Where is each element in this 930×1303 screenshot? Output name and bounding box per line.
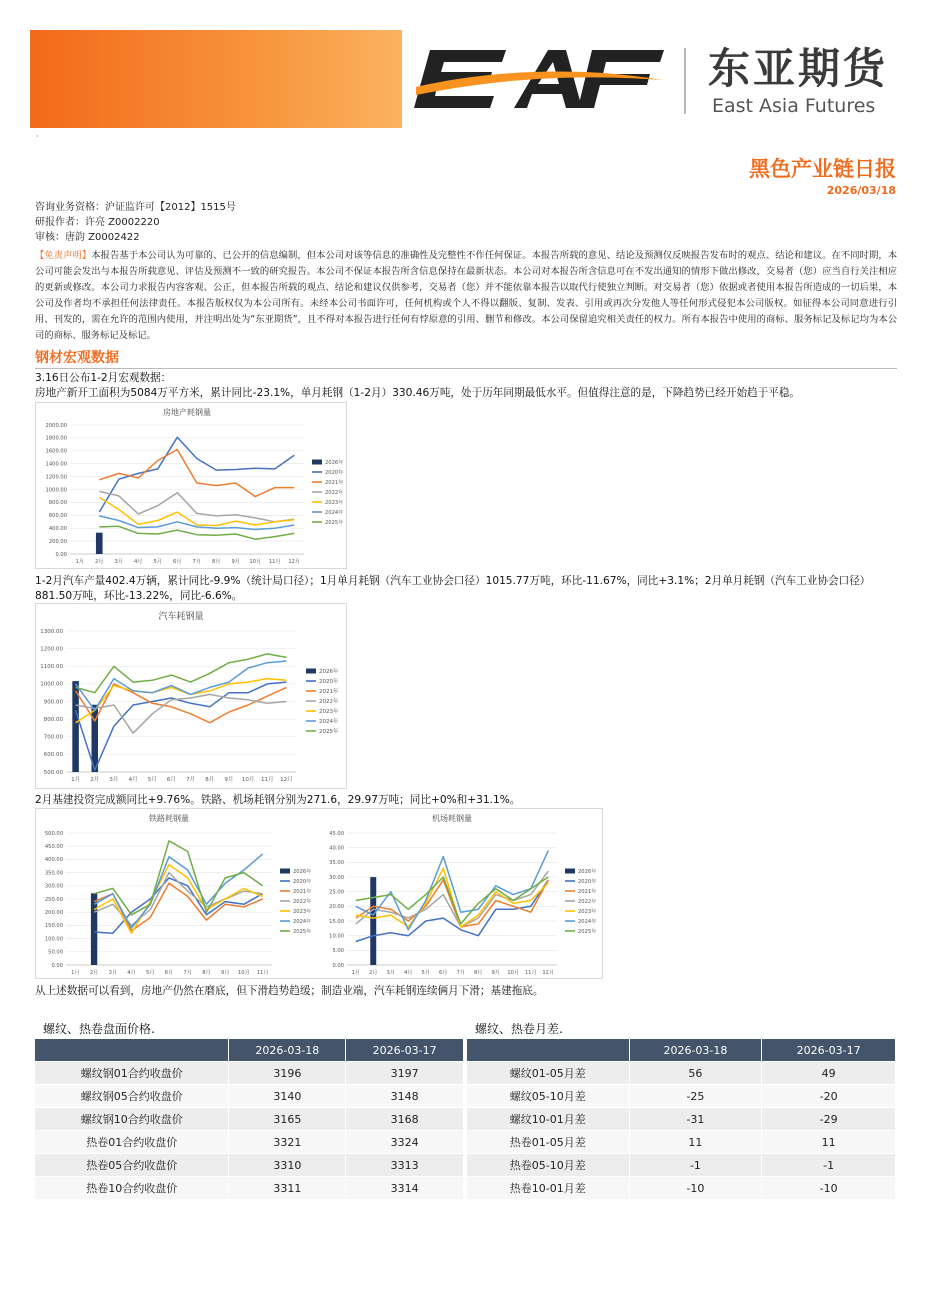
table-cell: 螺纹钢01合约收盘价	[35, 1062, 229, 1085]
legend-label: 2023年	[578, 909, 597, 915]
y-tick-label: 800.00	[43, 716, 63, 723]
section-title: 钢材宏观数据	[35, 350, 119, 366]
y-tick-label: 0.00	[51, 962, 63, 969]
legend-swatch	[306, 669, 316, 674]
x-tick-label: 5月	[153, 559, 162, 565]
x-tick-label: 8月	[212, 559, 221, 565]
series-line	[356, 880, 549, 927]
summary-paragraph: 从上述数据可以看到，房地产仍然在磨底，但下滑趋势趋缓；制造业端，汽车耗钢连续俩月下滑；基建拖底。	[35, 985, 544, 997]
table-cell: 螺纹05-10月差	[467, 1085, 630, 1108]
x-tick-label: 7月	[192, 559, 201, 565]
table-row	[467, 1108, 896, 1131]
legend-swatch	[565, 869, 575, 874]
y-tick-label: 1800.00	[45, 435, 67, 442]
chart-auto-svg	[36, 604, 346, 788]
y-tick-label: 450.00	[44, 844, 63, 850]
chart-auto-steel	[35, 603, 347, 789]
infra-paragraph: 2月基建投资完成额同比+9.76%。铁路、机场耗钢分别为271.6，29.97万吨；同比+0%和+31.1%。	[35, 794, 521, 806]
x-tick-label: 1月	[71, 970, 80, 976]
y-tick-label: 20.00	[329, 904, 344, 911]
table-cell: 螺纹钢05合约收盘价	[35, 1085, 229, 1108]
table-cell: 螺纹钢10合约收盘价	[35, 1108, 229, 1131]
legend-label: 2022年	[293, 899, 312, 905]
table-header-row	[467, 1039, 896, 1062]
price-table	[34, 1038, 464, 1200]
x-tick-label: 6月	[164, 970, 174, 976]
table-row	[467, 1085, 896, 1108]
y-tick-label: 300.00	[44, 883, 63, 890]
table-cell: 3140	[229, 1085, 346, 1108]
table-row	[467, 1131, 896, 1154]
x-tick-label: 10月	[249, 559, 262, 565]
brand-name-cn: 东亚期货	[708, 44, 889, 93]
spread-table	[466, 1038, 896, 1200]
legend-label: 2026年	[325, 460, 344, 466]
y-tick-label: 1200.00	[45, 474, 67, 481]
legend-label: 2024年	[578, 919, 597, 925]
table-cell: 3165	[229, 1108, 346, 1131]
auto-paragraph: 1-2月汽车产量402.4万辆，累计同比-9.9%（统计局口径）；1月单月耗钢（汽车工业协会口径）1015.77万吨，环比-11.67%，同比+3.1%；2月单月耗钢（汽车工业协会口径）881.50万吨，环比-13.22%，同比-6.6%。	[35, 575, 871, 602]
table-cell: 3168	[346, 1108, 464, 1131]
legend-label: 2026年	[319, 669, 339, 675]
legend-label: 2021年	[325, 480, 344, 486]
legend-label: 2023年	[319, 709, 339, 715]
y-tick-label: 500.00	[44, 830, 63, 837]
bar-2026	[96, 533, 103, 554]
y-tick-label: 10.00	[329, 933, 344, 940]
license-info: 咨询业务资格：沪证监许可【2012】1515号	[35, 202, 236, 213]
x-tick-label: 12月	[542, 970, 555, 976]
y-tick-label: 1000.00	[40, 681, 63, 688]
chart-infra-group	[35, 808, 603, 979]
x-tick-label: 4月	[128, 777, 138, 783]
table-cell: 热卷05-10月差	[467, 1154, 630, 1177]
table-cell: 3313	[346, 1154, 464, 1177]
disclaimer-tag: 【免责声明】	[35, 250, 92, 261]
table-row	[467, 1062, 896, 1085]
column-header: 2026-03-17	[762, 1039, 896, 1062]
x-tick-label: 5月	[147, 777, 157, 783]
x-tick-label: 10月	[507, 970, 520, 976]
table-cell: -20	[762, 1085, 896, 1108]
property-paragraph: 房地产新开工面积为5084万平方米，累计同比-23.1%，单月耗钢（1-2月）330.46万吨，处于历年同期最低水平。但值得注意的是，下降趋势已经开始趋于平稳。	[35, 387, 801, 399]
x-tick-label: 12月	[288, 559, 301, 565]
x-tick-label: 2月	[89, 970, 99, 976]
y-tick-label: 100.00	[44, 936, 63, 943]
legend-label: 2025年	[325, 520, 344, 526]
table-cell: -29	[762, 1108, 896, 1131]
y-tick-label: 900.00	[43, 699, 63, 706]
y-tick-label: 0.00	[55, 551, 67, 558]
legend-label: 2024年	[293, 919, 312, 925]
legend-label: 2022年	[319, 699, 339, 705]
y-tick-label: 1100.00	[40, 664, 63, 671]
y-tick-label: 250.00	[44, 896, 63, 903]
table-cell: -1	[629, 1154, 762, 1177]
x-tick-label: 9月	[224, 777, 234, 783]
chart-property-svg	[36, 403, 346, 568]
y-tick-label: 25.00	[329, 889, 344, 896]
legend-label: 2021年	[578, 889, 597, 895]
table-row	[467, 1177, 896, 1200]
legend-swatch	[280, 869, 290, 874]
x-tick-label: 7月	[183, 970, 192, 976]
series-line	[94, 854, 263, 928]
legend-label: 2025年	[578, 929, 597, 935]
x-tick-label: 6月	[439, 970, 448, 976]
x-tick-label: 10月	[241, 777, 255, 783]
table-cell: 螺纹10-01月差	[467, 1108, 630, 1131]
y-tick-label: 5.00	[332, 948, 344, 955]
table-cell: 热卷10合约收盘价	[35, 1177, 229, 1200]
y-tick-label: 400.00	[48, 526, 67, 532]
y-tick-label: 35.00	[329, 860, 344, 867]
x-tick-label: 2月	[95, 559, 104, 565]
table-cell: 49	[762, 1062, 896, 1085]
legend-label: 2026年	[578, 869, 597, 875]
eaf-logo-icon	[410, 44, 666, 116]
intro-text: 3.16日公布1-2月宏观数据：	[35, 372, 172, 384]
column-header	[467, 1039, 630, 1062]
y-tick-label: 0.00	[332, 962, 344, 969]
table-cell: 3314	[346, 1177, 464, 1200]
y-tick-label: 400.00	[44, 857, 63, 864]
x-tick-label: 2月	[90, 777, 100, 783]
x-tick-label: 5月	[421, 970, 430, 976]
price-table-caption: 螺纹、热卷盘面价格.	[43, 1022, 155, 1036]
y-tick-label: 15.00	[329, 918, 344, 925]
y-tick-label: 200.00	[44, 910, 63, 916]
y-tick-label: 1600.00	[45, 448, 67, 455]
x-tick-label: 9月	[491, 970, 500, 976]
legend-label: 2023年	[293, 909, 312, 915]
x-tick-label: 8月	[205, 777, 215, 783]
legend-label: 2023年	[325, 500, 344, 506]
x-tick-label: 3月	[108, 970, 118, 976]
table-row	[35, 1062, 464, 1085]
x-tick-label: 4月	[134, 559, 143, 565]
disclaimer-text: 本报告基于本公司认为可靠的、已公开的信息编制，但本公司对该等信息的准确性及完整性不作任何保证。本报告所载的意见、结论及预测仅反映报告发布时的观点、结论和建议。在不同时期，本公司可能会发出与本报告所载意见、评估及预测不一致的研究报告。本公司不保证本报告所含信息保持在最新状态。本公司对本报告所含信息可在不发出通知的情形下做出修改，交易者（您）应当自行关注相应的更新或修改。本公司力求报告内容客观、公正，但本报告所载的观点、结论和建议仅供参考，交易者（您）并不能依靠本报告以取代行使独立判断。对交易者（您）依据或者使用本报告所造成的一切后果，本公司及作者均不承担任何法律责任。本报告版权仅为本公司所有。未经本公司书面许可，任何机构或个人不得以翻版、复制、发表、引用或再次分发他人等任何形式侵犯本公司版权。如征得本公司同意进行引用、刊发的，需在允许的范围内使用，并注明出处为“东亚期货”，且不得对本报告进行任何有悖原意的引用、删节和修改。本公司保留追究相关责任的权力。所有本报告中使用的商标、服务标记及标记均为本公司的商标、服务标记及标记。	[35, 250, 897, 341]
x-tick-label: 4月	[404, 970, 413, 976]
legend-label: 2024年	[325, 510, 344, 516]
table-cell: 3311	[229, 1177, 346, 1200]
legend-label: 2022年	[325, 490, 344, 496]
x-tick-label: 7月	[186, 777, 196, 783]
table-row	[35, 1108, 464, 1131]
x-tick-label: 1月	[75, 559, 84, 565]
x-tick-label: 4月	[127, 970, 136, 976]
chart-property-steel	[35, 402, 347, 569]
legend-label: 2024年	[319, 719, 339, 725]
table-header-row	[35, 1039, 464, 1062]
chart-airport-svg	[319, 809, 603, 978]
table-row	[35, 1177, 464, 1200]
table-cell: 热卷10-01月差	[467, 1177, 630, 1200]
spread-table-caption: 螺纹、热卷月差.	[475, 1022, 563, 1036]
x-tick-label: 10月	[238, 970, 250, 976]
table-cell: -31	[629, 1108, 762, 1131]
legend-label: 2022年	[578, 899, 597, 905]
table-cell: -10	[762, 1177, 896, 1200]
table-cell: 11	[629, 1131, 762, 1154]
y-tick-label: 40.00	[329, 845, 344, 852]
brand-name-en: East Asia Futures	[712, 95, 876, 117]
x-tick-label: 3月	[109, 777, 119, 783]
x-tick-label: 11月	[261, 777, 274, 783]
table-cell: 螺纹01-05月差	[467, 1062, 630, 1085]
disclaimer	[35, 248, 897, 344]
reviewer-info: 审核：唐韵 Z0002422	[35, 232, 140, 243]
y-tick-label: 500.00	[43, 769, 63, 776]
table-cell: 56	[629, 1062, 762, 1085]
table-cell: 11	[762, 1131, 896, 1154]
x-tick-label: 11月	[524, 970, 537, 976]
x-tick-label: 11月	[256, 970, 269, 976]
y-tick-label: 1300.00	[40, 628, 63, 635]
x-tick-label: 6月	[166, 777, 176, 783]
table-cell: 3324	[346, 1131, 464, 1154]
legend-label: 2020年	[293, 879, 312, 885]
x-tick-label: 1月	[71, 777, 81, 783]
y-tick-label: 50.00	[48, 949, 63, 956]
x-tick-label: 7月	[456, 970, 465, 976]
chart-title: 房地产耗钢量	[163, 408, 211, 417]
column-header: 2026-03-17	[346, 1039, 464, 1062]
chart-railway-svg	[36, 809, 318, 978]
legend-label: 2025年	[319, 729, 339, 735]
y-tick-label: 30.00	[329, 874, 344, 881]
y-tick-label: 600.00	[43, 752, 63, 759]
y-tick-label: 1200.00	[40, 646, 63, 653]
x-tick-label: 9月	[231, 559, 240, 565]
y-tick-label: 150.00	[44, 923, 63, 930]
x-tick-label: 11月	[268, 559, 281, 565]
legend-label: 2025年	[293, 929, 312, 935]
series-line	[76, 661, 287, 710]
report-date: 2026/03/18	[826, 184, 896, 197]
logo-divider	[684, 48, 686, 114]
x-tick-label: 3月	[114, 559, 123, 565]
header-dot: ·	[36, 132, 39, 141]
y-tick-label: 1000.00	[45, 487, 67, 494]
y-tick-label: 2000.00	[45, 422, 67, 429]
y-tick-label: 200.00	[48, 538, 67, 545]
table-row	[35, 1131, 464, 1154]
chart-title: 机场耗钢量	[432, 814, 472, 823]
y-tick-label: 45.00	[329, 830, 344, 837]
table-cell: 3148	[346, 1085, 464, 1108]
section-divider	[35, 368, 897, 369]
series-line	[99, 497, 294, 525]
legend-label: 2021年	[293, 889, 312, 895]
table-cell: -1	[762, 1154, 896, 1177]
legend-swatch	[312, 460, 322, 465]
x-tick-label: 6月	[173, 559, 182, 565]
x-tick-label: 2月	[369, 970, 378, 976]
bar-2026	[370, 877, 376, 965]
legend-label: 2026年	[293, 869, 312, 875]
table-cell: 3321	[229, 1131, 346, 1154]
y-tick-label: 700.00	[43, 734, 63, 741]
x-tick-label: 9月	[220, 970, 230, 976]
chart-title: 铁路耗钢量	[149, 814, 189, 823]
y-tick-label: 800.00	[48, 500, 67, 507]
series-line	[76, 654, 287, 693]
header-banner	[30, 30, 402, 128]
x-tick-label: 8月	[202, 970, 211, 976]
table-row	[467, 1154, 896, 1177]
table-cell: 热卷01-05月差	[467, 1131, 630, 1154]
column-header: 2026-03-18	[229, 1039, 346, 1062]
legend-label: 2020年	[578, 879, 597, 885]
table-cell: 热卷05合约收盘价	[35, 1154, 229, 1177]
y-tick-label: 350.00	[44, 870, 63, 877]
column-header: 2026-03-18	[629, 1039, 762, 1062]
table-cell: -25	[629, 1085, 762, 1108]
chart-title: 汽车耗钢量	[158, 612, 204, 622]
legend-label: 2020年	[319, 679, 339, 685]
legend-label: 2021年	[319, 689, 339, 695]
y-tick-label: 1400.00	[45, 461, 67, 468]
x-tick-label: 1月	[351, 970, 360, 976]
table-row	[35, 1085, 464, 1108]
table-cell: -10	[629, 1177, 762, 1200]
y-tick-label: 600.00	[48, 513, 67, 520]
x-tick-label: 8月	[474, 970, 483, 976]
table-row	[35, 1154, 464, 1177]
author-info: 研报作者：许亮 Z0002220	[35, 217, 160, 228]
x-tick-label: 12月	[280, 777, 293, 783]
table-cell: 3310	[229, 1154, 346, 1177]
x-tick-label: 3月	[386, 970, 395, 976]
report-title: 黑色产业链日报	[749, 157, 896, 181]
table-cell: 热卷01合约收盘价	[35, 1131, 229, 1154]
table-cell: 3196	[229, 1062, 346, 1085]
x-tick-label: 5月	[146, 970, 155, 976]
series-line	[99, 437, 294, 512]
table-cell: 3197	[346, 1062, 464, 1085]
legend-label: 2020年	[325, 470, 344, 476]
column-header	[35, 1039, 229, 1062]
